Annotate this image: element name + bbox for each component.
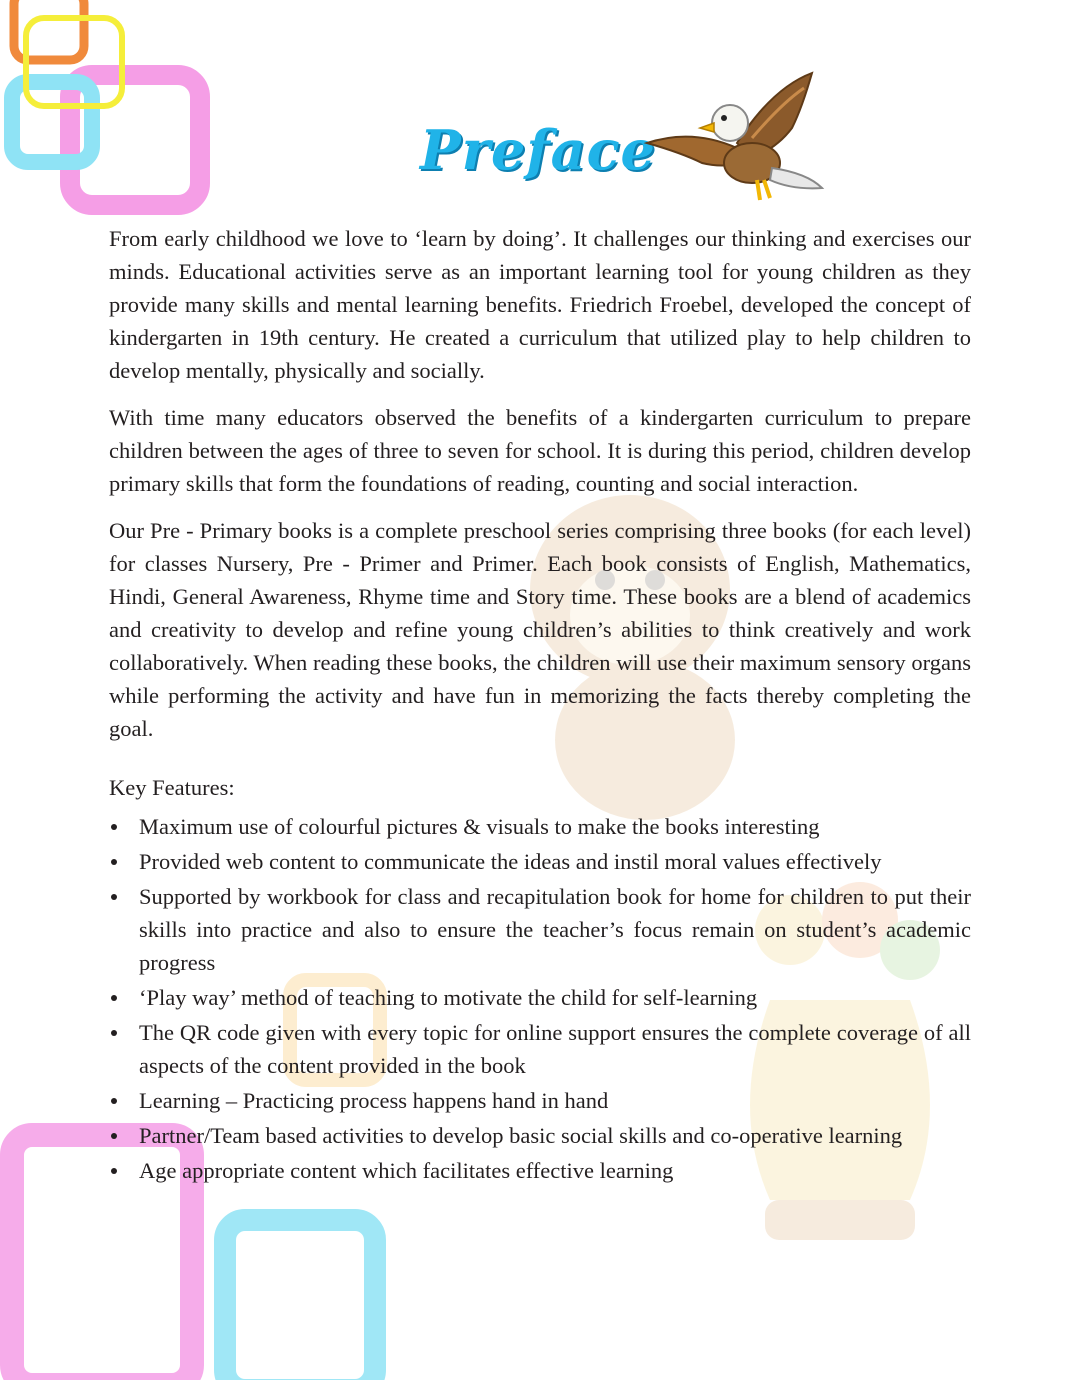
bullet-icon [111, 1030, 117, 1036]
list-item [109, 1016, 971, 1082]
list-item [109, 880, 971, 979]
bullet-icon [111, 824, 117, 830]
bullet-icon [111, 1168, 117, 1174]
paragraph-3: Our Pre - Primary books is a complete preschool series comprising three books (for each level) for classes Nursery, Pre - Primer and Primer. Each book consists of English, Mathematics, Hindi, General Awareness, Rhyme time and Story time. These books are a blend of academics and creativity to develop and refine young children’s abilities to think creatively and work collaboratively. When reading these books, the children will use their maximum sensory organs while performing the activity and have fun in memorizing the facts thereby completing the goal. [109, 518, 971, 741]
list-item [109, 1154, 971, 1187]
key-features-list [109, 810, 971, 1187]
bullet-icon [111, 1098, 117, 1104]
eagle-icon [642, 68, 842, 208]
list-item [109, 810, 971, 843]
list-item [109, 845, 971, 878]
decorative-squares-top [0, 0, 260, 230]
feature-text: ‘Play way’ method of teaching to motivate the child for self-learning [139, 985, 758, 1010]
bullet-icon [111, 1133, 117, 1139]
feature-text: Supported by workbook for class and recapitulation book for home for children to put their skills into practice and also to ensure the teacher’s focus remain on student’s academic progress [139, 884, 971, 975]
bullet-icon [111, 859, 117, 865]
list-item [109, 1119, 971, 1152]
page-title: Preface [420, 118, 656, 182]
feature-text: Provided web content to communicate the ideas and instil moral values effectively [139, 849, 882, 874]
list-item [109, 1084, 971, 1117]
feature-text: The QR code given with every topic for online support ensures the complete coverage of all aspects of the content provided in the book [139, 1020, 971, 1078]
title-block [420, 118, 840, 218]
bullet-icon [111, 894, 117, 900]
feature-text: Age appropriate content which facilitates effective learning [139, 1158, 674, 1183]
preface-content [109, 222, 971, 1189]
paragraph-1: From early childhood we love to ‘learn by doing’. It challenges our thinking and exercises our minds. Educational activities serve as an important learning tool for young children as they provide many skills and mental learning benefits. Friedrich Froebel, developed the concept of kindergarten in 19th century. He created a curriculum that utilized play to help children to develop mentally, physically and socially. [109, 226, 971, 383]
feature-text: Maximum use of colourful pictures & visuals to make the books interesting [139, 814, 820, 839]
paragraph-2: With time many educators observed the benefits of a kindergarten curriculum to prepare children between the ages of three to seven for school. It is during this period, children develop primary skills that form the foundations of reading, counting and social interaction. [109, 405, 971, 496]
feature-text: Learning – Practicing process happens hand in hand [139, 1088, 609, 1113]
feature-text: Partner/Team based activities to develop basic social skills and co-operative learning [139, 1123, 903, 1148]
key-features-heading: Key Features: [109, 775, 235, 800]
list-item [109, 981, 971, 1014]
bullet-icon [111, 995, 117, 1001]
